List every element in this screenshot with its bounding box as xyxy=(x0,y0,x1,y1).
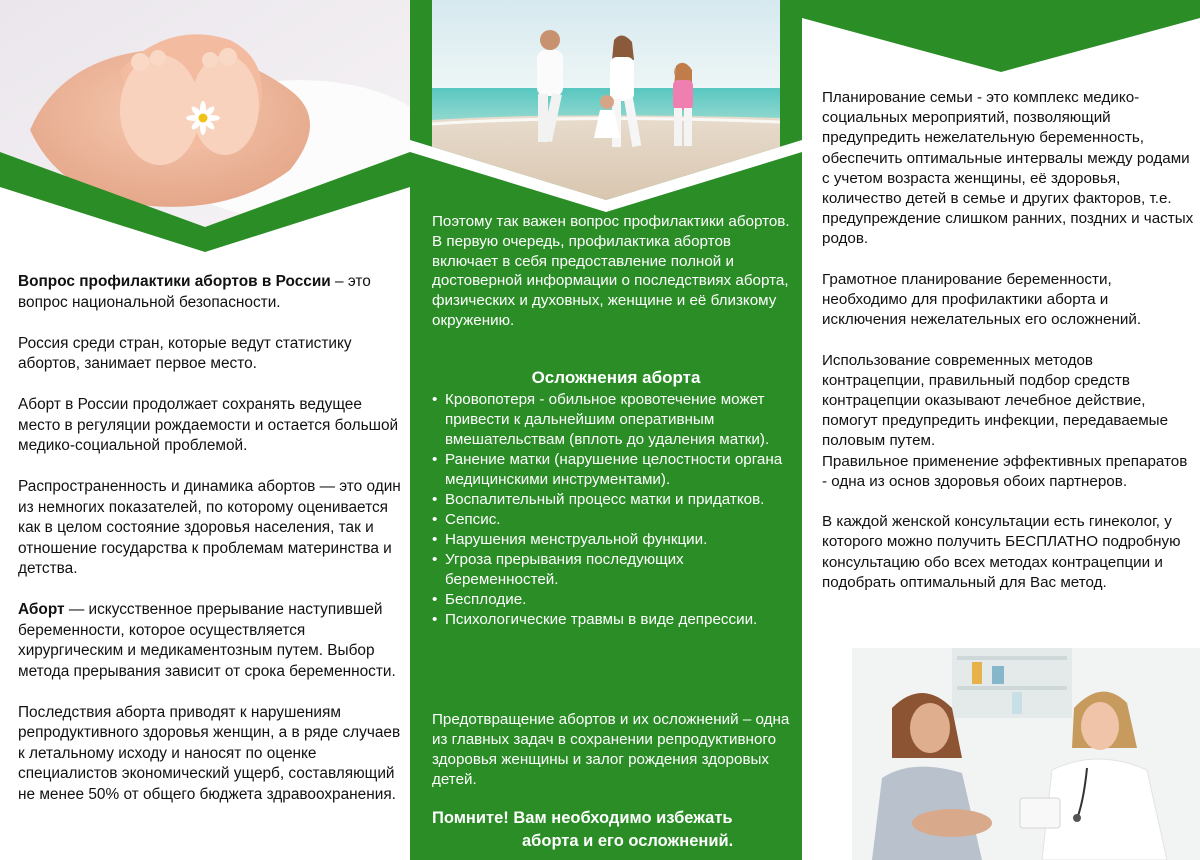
complications-list xyxy=(432,390,796,630)
panel-right xyxy=(802,0,1200,860)
intro-rest: – это вопрос национальной безопасности. xyxy=(18,273,371,311)
reminder-line-2: аборта и его осложнений. xyxy=(522,832,734,850)
paragraph-intro xyxy=(18,272,406,313)
paragraph-statistics: Россия среди стран, которые ведут статистику абортов, занимает первое место. xyxy=(18,334,352,372)
paragraph-family-planning: Планирование семьи - это комплекс медико-социальных мероприятий, позволяющий предупредить нежелательную беременность, обеспечить оптимальные интервалы между родами с учетом возраста женщины, её здоровья, количество детей в семье и других факторов, т.е. предупреждение слишком ранних, поздних и частых родов. xyxy=(822,89,1194,248)
definition-rest: — искусственное прерывание наступившей беременности, которое осуществляется хирургическим и медикаментозным путем. Выбор метода прерывания зависит от срока беременности. xyxy=(18,601,396,680)
list-item: • Ранение матки (нарушение целостности органа медицинскими инструментами). xyxy=(432,450,796,490)
list-item: • Психологические травмы в виде депрессии. xyxy=(432,610,796,630)
paragraph-regulation: Аборт в России продолжает сохранять ведущее место в регуляции рождаемости и остается большой медико-социальной проблемой. xyxy=(18,396,399,454)
paragraph-pregnancy-planning: Грамотное планирование беременности, необходимо для профилактики аборта и исключения нежелательных его осложнений. xyxy=(822,270,1142,329)
list-item: • Бесплодие. xyxy=(432,590,796,610)
complications-heading: Осложнения аборта xyxy=(531,368,701,387)
paragraph-consultation: В каждой женской консультации есть гинеколог, у которого можно получить БЕСПЛАТНО подробную консультацию обо всех методах контрацепции и подобрать оптимальный для Вас метод. xyxy=(822,513,1181,591)
right-panel-text xyxy=(822,88,1194,613)
prevention-paragraph: Предотвращение абортов и их осложнений – одна из главных задач в сохранении репродуктивного здоровья женщины и залог рождения здоровых детей. xyxy=(432,711,790,788)
prevention-intro: Поэтому так важен вопрос профилактики абортов. В первую очередь, профилактика абортов включает в себя предоставление полной и достоверной информации о последствиях аборта, физических и духовных, женщине и её близкому окружению. xyxy=(432,213,790,329)
list-item: • Воспалительный процесс матки и придатков. xyxy=(432,490,796,510)
contraception-text: Использование современных методов контрацепции, правильный подбор средств контрацепции оказывают лечебное действие, помогут предупредить инфекции, передаваемые половым путем. xyxy=(822,351,1169,450)
paragraph-consequences: Последствия аборта приводят к нарушениям репродуктивного здоровья женщин, а в ряде случаев к летальному исходу и наносят по оценке специалистов экономический ущерб, составляющий не менее 50% от общего бюджета здравоохранения. xyxy=(18,703,401,803)
left-panel-text xyxy=(18,272,406,826)
paragraph-definition xyxy=(18,600,406,682)
list-item: • Кровопотеря - обильное кровотечение может привести к дальнейшим оперативным вмешательствам (вплоть до удаления матки). xyxy=(432,390,796,450)
doctor-consultation-photo xyxy=(852,648,1200,860)
reminder-callout xyxy=(410,807,802,853)
paragraph-contraception xyxy=(822,351,1194,452)
list-item: • Сепсис. xyxy=(432,510,796,530)
green-top-chevron-decoration xyxy=(802,0,1200,75)
definition-bold: Аборт xyxy=(18,601,65,618)
intro-bold: Вопрос профилактики абортов в России xyxy=(18,273,331,290)
paragraph-medications: Правильное применение эффективных препаратов - одна из основ здоровья обоих партнеров. xyxy=(822,452,1188,490)
reminder-line-1: Помните! Вам необходимо избежать xyxy=(432,809,733,827)
panel-left xyxy=(0,0,410,860)
white-chevron-decoration xyxy=(410,140,802,220)
list-item: • Угроза прерывания последующих беременностей. xyxy=(432,550,796,590)
green-chevron-decoration xyxy=(0,152,410,252)
panel-middle xyxy=(410,0,802,860)
list-item: • Нарушения менструальной функции. xyxy=(432,530,796,550)
paragraph-prevalence: Распространенность и динамика абортов — это один из немногих показателей, по которому оценивается как в целом состояние здоровья населения, так и отношение государства к проблемам материнства и детства. xyxy=(18,478,401,577)
